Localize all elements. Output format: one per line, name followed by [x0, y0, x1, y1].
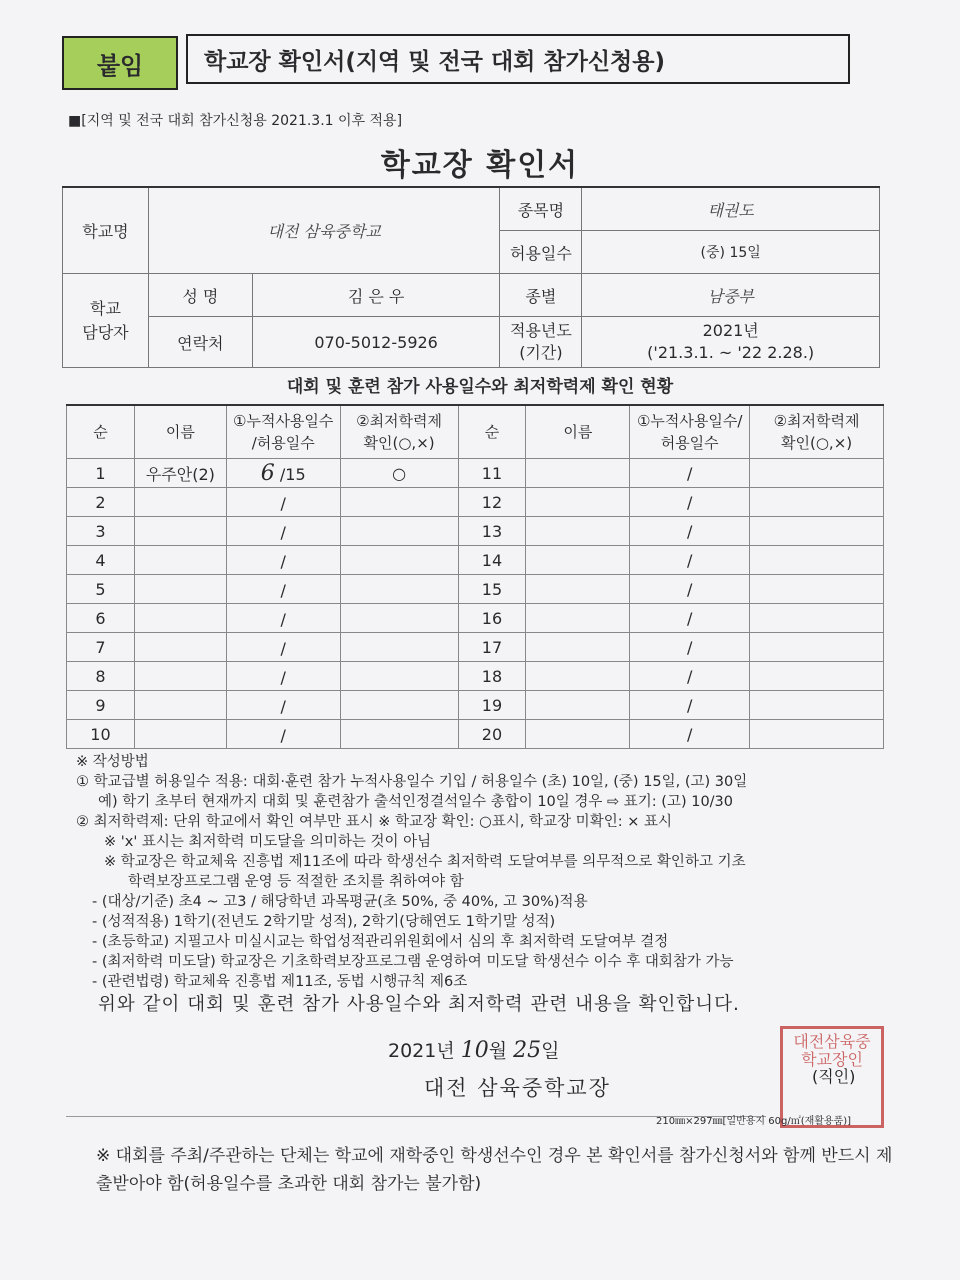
row-days-allowed: /15: [279, 464, 306, 484]
method-item: - (초등학교) 지필고사 미실시교는 학업성적관리위원회에서 심의 후 최저학력 도달여부 결정: [92, 934, 669, 950]
row-days-allowed: /: [280, 493, 286, 513]
row-no: 8: [67, 662, 135, 691]
row-days-allowed: /: [280, 580, 286, 600]
applicability-note: ■[지역 및 전국 대회 참가신청용 2021.3.1 이후 적용]: [68, 113, 403, 129]
seal-mark: (직인): [812, 1067, 856, 1086]
method-title: ※ 작성방법: [76, 754, 149, 770]
row-no-right: 18: [458, 662, 526, 691]
gender-label: 종별: [500, 274, 582, 317]
method-item: ② 최저학력제: 단위 학교에서 확인 여부만 표시 ※ 학교장 확인: ○표시, 학교장 미확인: × 표시: [76, 814, 672, 830]
table-row: [67, 517, 884, 546]
header-title: 학교장 확인서(지역 및 전국 대회 참가신청용): [186, 34, 850, 84]
period-value: [582, 317, 880, 368]
row-name-right: [526, 459, 630, 488]
method-item: - (최저학력 미도달) 학교장은 기초학력보장프로그램 운영하여 미도달 학생선수 이수 후 대회참가 가능: [92, 954, 734, 970]
row-days: [226, 662, 340, 691]
row-days: [226, 488, 340, 517]
event-value: 태권도: [582, 187, 880, 231]
row-no-right: 16: [458, 604, 526, 633]
row-no: 3: [67, 517, 135, 546]
method-item: ① 학교급별 허용일수 적용: 대회·훈련 참가 누적사용일수 기입 / 허용일수 (초) 10일, (중) 15일, (고) 30일: [76, 774, 748, 790]
row-no-right: 12: [458, 488, 526, 517]
row-check-right: [750, 546, 884, 575]
row-check: [340, 691, 458, 720]
row-check: [340, 546, 458, 575]
principal-name: 대전 삼육중학교장: [424, 1076, 611, 1100]
row-name: [134, 546, 226, 575]
event-label: 종목명: [500, 187, 582, 231]
row-check-right: [750, 604, 884, 633]
row-days-used: 6: [260, 460, 275, 486]
row-check-right: [750, 662, 884, 691]
method-item: 학력보장프로그램 운영 등 적절한 조치를 취하여야 함: [128, 874, 464, 890]
row-no: 4: [67, 546, 135, 575]
row-no-right: 13: [458, 517, 526, 546]
header-check-right: ②최저학력제 확인(○,×): [750, 405, 884, 459]
row-no-right: 20: [458, 720, 526, 749]
row-name-right: [526, 517, 630, 546]
method-notes: [76, 752, 896, 992]
row-check-right: [750, 459, 884, 488]
row-check: [340, 604, 458, 633]
method-item: - (대상/기준) 초4 ~ 고3 / 해당학년 과목평균(초 50%, 중 40%, 고 30%)적용: [92, 894, 588, 910]
row-check-right: [750, 575, 884, 604]
row-days-allowed: /: [280, 725, 286, 745]
row-no: 6: [67, 604, 135, 633]
school-label: 학교명: [63, 187, 149, 274]
method-item: - (성적적용) 1학기(전년도 2학기말 성적), 2학기(당해연도 1학기말 성적): [92, 914, 556, 930]
table-row: [67, 488, 884, 517]
row-days-right: /: [630, 691, 750, 720]
table-row: [67, 662, 884, 691]
row-days-allowed: /: [280, 667, 286, 687]
row-days-right: /: [630, 720, 750, 749]
row-name-right: [526, 662, 630, 691]
date-month: 10: [460, 1038, 489, 1063]
gender-value: 남중부: [582, 274, 880, 317]
date-month-unit: 월: [488, 1040, 508, 1062]
date-year: 2021년: [388, 1040, 455, 1062]
name-value: 김 은 우: [252, 274, 500, 317]
row-days-allowed: /: [280, 609, 286, 629]
row-days: [226, 720, 340, 749]
row-no-right: 19: [458, 691, 526, 720]
info-table: [62, 186, 880, 368]
row-no: 1: [67, 459, 135, 488]
method-item: ※ 'x' 표시는 최저학력 미도달을 의미하는 것이 아님: [104, 834, 432, 850]
row-check-right: [750, 488, 884, 517]
row-name-right: [526, 633, 630, 662]
row-name: [134, 517, 226, 546]
row-name: [134, 633, 226, 662]
paper-size-note: 210㎜×297㎜[일반용지 60g/㎡(재활용품)]: [656, 1116, 852, 1127]
header-no: 순: [67, 405, 135, 459]
date-day-unit: 일: [541, 1040, 560, 1062]
row-name: [134, 662, 226, 691]
period-range: ('21.3.1. ~ '22 2.28.): [647, 343, 815, 362]
row-days-right: /: [630, 488, 750, 517]
row-name-right: [526, 575, 630, 604]
name-label: 성 명: [148, 274, 252, 317]
date-day: 25: [513, 1038, 542, 1063]
contact-label: 연락처: [148, 317, 252, 368]
row-days: [226, 575, 340, 604]
submission-note: ※ 대회를 주최/주관하는 단체는 학교에 재학중인 학생선수인 경우 본 확인서를 참가신청서와 함께 반드시 제출받아야 함(허용일수를 초과한 대회 참가는 불가함): [96, 1146, 893, 1194]
row-name: [134, 488, 226, 517]
table-heading: 대회 및 훈련 참가 사용일수와 최저학력제 확인 현황: [286, 377, 674, 397]
row-check: [340, 517, 458, 546]
row-check: [340, 575, 458, 604]
row-check-right: [750, 633, 884, 662]
row-no: 9: [67, 691, 135, 720]
row-name: [134, 575, 226, 604]
method-item: ※ 학교장은 학교체육 진흥법 제11조에 따라 학생선수 최저학력 도달여부를 의무적으로 확인하고 기초: [104, 854, 746, 870]
row-days-right: /: [630, 575, 750, 604]
school-value: 대전 삼육중학교: [148, 187, 500, 274]
method-item: 예) 학기 초부터 현재까지 대회 및 훈련참가 출석인정결석일수 총합이 10일 경우 ⇨ 표기: (고) 10/30: [98, 794, 734, 810]
official-seal-icon: 대전삼육중학교장인: [780, 1026, 884, 1128]
confirm-text: 위와 같이 대회 및 훈련 참가 사용일수와 최저학력 관련 내용을 확인합니다.: [98, 994, 740, 1015]
row-check-right: [750, 517, 884, 546]
row-days-allowed: /: [280, 638, 286, 658]
row-days-right: /: [630, 604, 750, 633]
attachment-tag: 붙임: [62, 36, 178, 90]
row-name-right: [526, 720, 630, 749]
row-no-right: 17: [458, 633, 526, 662]
row-no: 2: [67, 488, 135, 517]
row-days: [226, 691, 340, 720]
document-title: 학교장 확인서: [380, 148, 580, 183]
row-no-right: 11: [458, 459, 526, 488]
contact-value: 070-5012-5926: [252, 317, 500, 368]
manager-label: 학교 담당자: [63, 274, 149, 368]
row-days: [226, 633, 340, 662]
row-name-right: [526, 546, 630, 575]
row-days-right: /: [630, 662, 750, 691]
row-check: [340, 662, 458, 691]
row-no: 5: [67, 575, 135, 604]
row-days-right: /: [630, 633, 750, 662]
days-label: 허용일수: [500, 231, 582, 274]
record-table: [66, 404, 884, 749]
row-days: [226, 546, 340, 575]
table-row: [67, 691, 884, 720]
row-days-right: /: [630, 517, 750, 546]
days-value: (중) 15일: [582, 231, 880, 274]
row-days: [226, 604, 340, 633]
row-name-right: [526, 691, 630, 720]
row-days-allowed: /: [280, 522, 286, 542]
table-row: [67, 546, 884, 575]
header-name-right: 이름: [526, 405, 630, 459]
row-days: [226, 459, 340, 488]
row-check: [340, 633, 458, 662]
row-no: 10: [67, 720, 135, 749]
row-name: [134, 604, 226, 633]
record-header-row: [67, 405, 884, 459]
header-name: 이름: [134, 405, 226, 459]
row-days-right: /: [630, 546, 750, 575]
period-year: 2021년: [702, 321, 759, 340]
row-name: [134, 720, 226, 749]
row-no-right: 14: [458, 546, 526, 575]
method-item: - (관련법령) 학교체육 진흥법 제11조, 동법 시행규칙 제6조: [92, 974, 468, 990]
row-days: [226, 517, 340, 546]
table-row: [67, 720, 884, 749]
table-row: [67, 459, 884, 488]
table-row: [67, 633, 884, 662]
row-check-right: [750, 691, 884, 720]
row-check: [340, 488, 458, 517]
row-check: [340, 720, 458, 749]
table-row: [67, 575, 884, 604]
header-no-right: 순: [458, 405, 526, 459]
header-check: ②최저학력제 확인(○,×): [340, 405, 458, 459]
row-name: 우주안(2): [134, 459, 226, 488]
header-days: ①누적사용일수 /허용일수: [226, 405, 340, 459]
row-no: 7: [67, 633, 135, 662]
row-check: ○: [340, 459, 458, 488]
row-days-right: /: [630, 459, 750, 488]
row-name: [134, 691, 226, 720]
row-no-right: 15: [458, 575, 526, 604]
table-row: [67, 604, 884, 633]
row-days-allowed: /: [280, 696, 286, 716]
row-name-right: [526, 488, 630, 517]
header-days-right: ①누적사용일수/ 허용일수: [630, 405, 750, 459]
row-check-right: [750, 720, 884, 749]
row-days-allowed: /: [280, 551, 286, 571]
row-name-right: [526, 604, 630, 633]
period-label: 적용년도 (기간): [500, 317, 582, 368]
issue-date: [388, 1036, 560, 1063]
